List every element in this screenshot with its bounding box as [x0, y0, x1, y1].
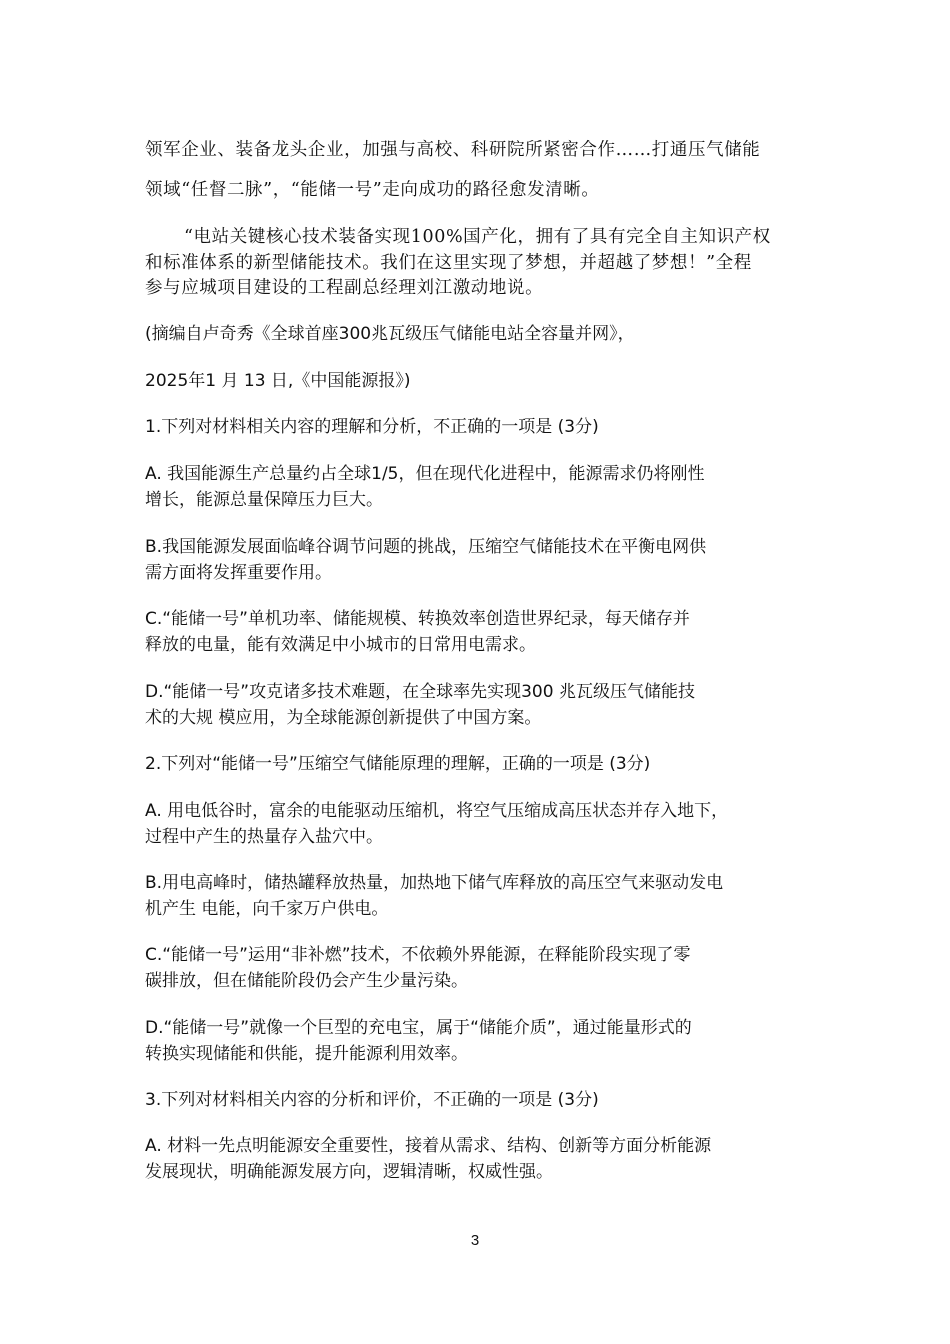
question-option: 术的大规 模应用，为全球能源创新提供了中国方案。 [145, 708, 542, 728]
question-option: C.“能储一号”运用“非补燃”技术，不依赖外界能源，在释能阶段实现了零 [145, 945, 691, 965]
question-option: B.用电高峰时，储热罐释放热量，加热地下储气库释放的高压空气来驱动发电 [145, 873, 724, 893]
question-option: B.我国能源发展面临峰谷调节问题的挑战，压缩空气储能技术在平衡电网供 [145, 537, 707, 557]
page-number: 3 [470, 1232, 480, 1249]
question-option: 转换实现储能和供能，提升能源利用效率。 [145, 1044, 468, 1064]
question-option: D.“能储一号”就像一个巨型的充电宝，属于“储能介质”，通过能量形式的 [145, 1018, 692, 1038]
passage-line: 参与应城项目建设的工程副总经理刘江激动地说。 [145, 278, 544, 298]
question-option: C.“能储一号”单机功率、储能规模、转换效率创造世界纪录，每天储存并 [145, 609, 690, 629]
passage-line: 领域“任督二脉”，“能储一号”走向成功的路径愈发清晰。 [145, 180, 600, 200]
question-option: D.“能储一号”攻克诸多技术难题，在全球率先实现300 兆瓦级压气储能技 [145, 682, 695, 702]
passage-line: 领军企业、装备龙头企业，加强与高校、科研院所紧密合作……打通压气储能 [145, 140, 761, 160]
question-option: 增长，能源总量保障压力巨大。 [145, 490, 383, 510]
question-option: 发展现状，明确能源发展方向，逻辑清晰，权威性强。 [145, 1162, 553, 1182]
question-option: A. 材料一先点明能源安全重要性，接着从需求、结构、创新等方面分析能源 [145, 1136, 712, 1156]
question-stem: 3.下列对材料相关内容的分析和评价，不正确的一项是 (3分) [145, 1090, 599, 1110]
passage-line: 和标准体系的新型储能技术。我们在这里实现了梦想，并超越了梦想！”全程 [145, 253, 752, 273]
question-option: 碳排放，但在储能阶段仍会产生少量污染。 [145, 971, 468, 991]
question-stem: 2.下列对“能储一号”压缩空气储能原理的理解，正确的一项是 (3分) [145, 754, 651, 774]
question-option: 释放的电量，能有效满足中小城市的日常用电需求。 [145, 635, 536, 655]
source-citation: 2025年1 月 13 日,《中国能源报》) [145, 371, 411, 391]
question-option: A. 我国能源生产总量约占全球1/5，但在现代化进程中，能源需求仍将刚性 [145, 464, 705, 484]
source-citation: (摘编自卢奇秀《全球首座300兆瓦级压气储能电站全容量并网》， [145, 324, 635, 344]
question-option: 需方面将发挥重要作用。 [145, 563, 332, 583]
passage-line: “电站关键核心技术装备实现100%国产化，拥有了具有完全自主知识产权 [184, 227, 771, 247]
question-option: 机产生 电能，向千家万户供电。 [145, 899, 389, 919]
question-stem: 1.下列对材料相关内容的理解和分析，不正确的一项是 (3分) [145, 417, 599, 437]
question-option: A. 用电低谷时，富余的电能驱动压缩机，将空气压缩成高压状态并存入地下， [145, 801, 729, 821]
question-option: 过程中产生的热量存入盐穴中。 [145, 827, 383, 847]
